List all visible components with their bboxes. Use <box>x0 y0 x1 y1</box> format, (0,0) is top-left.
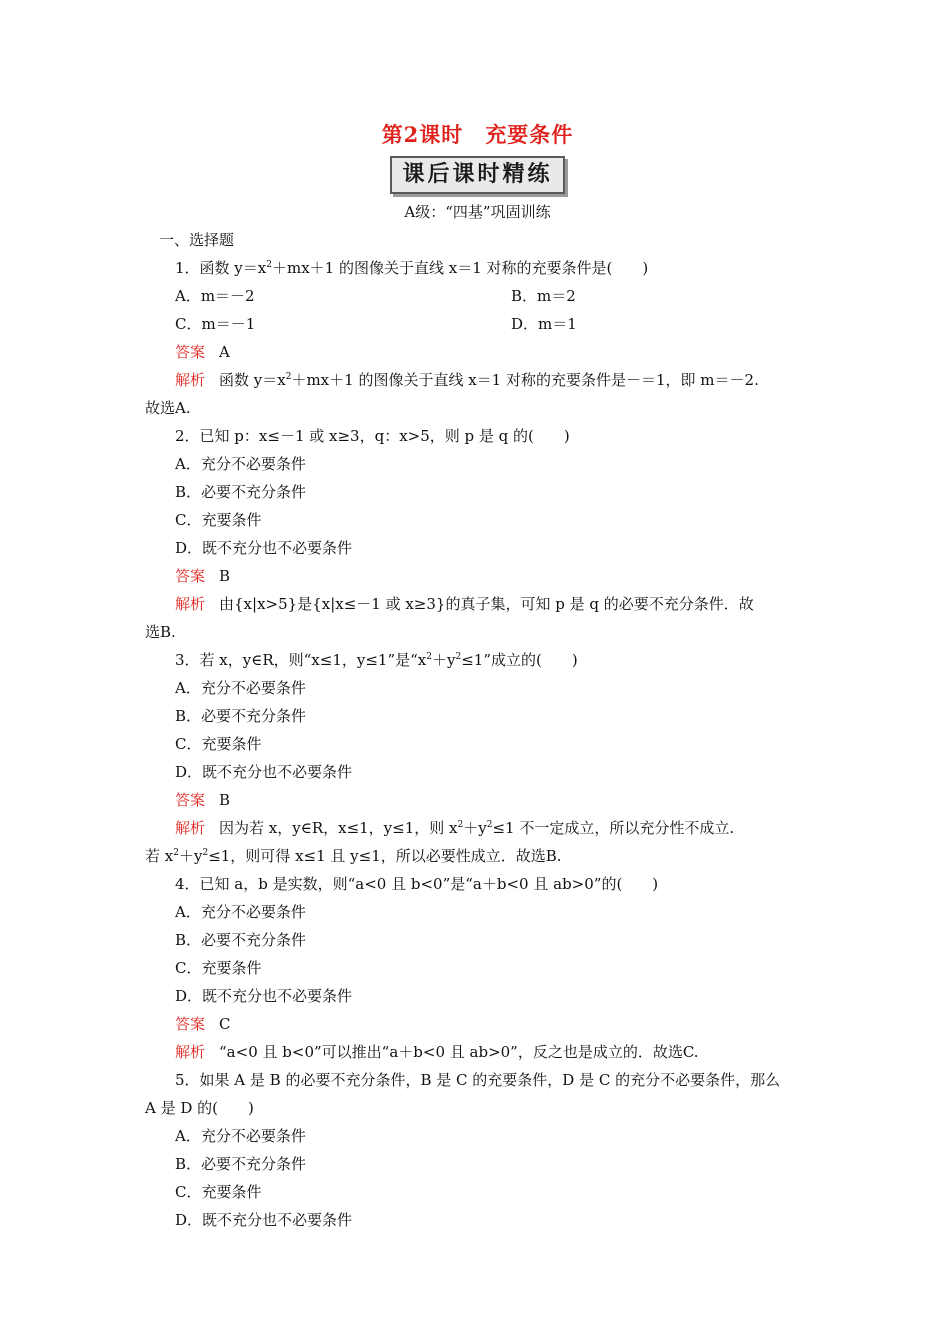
q3-option-a: A．充分不必要条件 <box>175 679 306 697</box>
q4-option-a: A．充分不必要条件 <box>175 903 306 921</box>
q2-stem: 2．已知 p：x≤－1 或 x≥3，q：x>5，则 p 是 q 的( ) <box>175 427 570 445</box>
q2-option-a: A．充分不必要条件 <box>175 455 306 473</box>
q1-option-b: B．m＝2 <box>511 287 576 305</box>
q5-option-a: A．充分不必要条件 <box>175 1127 306 1145</box>
q1-options-row1 <box>145 282 810 310</box>
banner-row <box>145 156 810 196</box>
answer-label: 答案 <box>175 1015 206 1033</box>
q1-option-d: D．m＝1 <box>511 315 577 333</box>
lesson-title <box>145 118 810 152</box>
q3-option-c: C．充要条件 <box>175 735 262 753</box>
answer-label: 答案 <box>175 343 206 361</box>
q5-stem-line1: 5．如果 A 是 B 的必要不充分条件，B 是 C 的充要条件，D 是 C 的充分不必要条件，那么 <box>175 1071 781 1089</box>
q2-answer: 答案 B <box>175 567 231 585</box>
q2-analysis-line1: 解析 由{x|x>5}是{x|x≤－1 或 x≥3}的真子集，可知 p 是 q 的必要不充分条件．故 <box>175 595 754 613</box>
analysis-label: 解析 <box>175 1043 206 1061</box>
q1-analysis-line1: 解析 函数 $y=x^2+mx+1$ 的图像关于直线 x＝1 对称的充要条件是－＝1，即 m＝－2. <box>175 371 759 389</box>
q4-option-c: C．充要条件 <box>175 959 262 977</box>
answer-label: 答案 <box>175 567 206 585</box>
q1-stem: 1．函数 $y=x^2+mx+1$ 的图像关于直线 x＝1 对称的充要条件是( ) <box>175 259 649 277</box>
analysis-label: 解析 <box>175 595 206 613</box>
q3-analysis-line2: 若 $x^2+y^2\le 1$，则可得 x≤1 且 y≤1，所以必要性成立．故选B. <box>145 847 562 865</box>
q4-analysis: 解析 “a<0 且 b<0”可以推出“a＋b<0 且 ab>0”，反之也是成立的．故选C. <box>175 1043 699 1061</box>
q1-answer: 答案 A <box>175 343 230 361</box>
q2-option-b: B．必要不充分条件 <box>175 483 307 501</box>
q3-analysis-line1: 解析 因为若 x，y∈R，x≤1，y≤1，则 $x^2+y^2\le 1$ 不一定成立，所以充分性不成立. <box>175 819 735 837</box>
document-page <box>145 118 810 1234</box>
exercise-banner: 课后课时精练 <box>390 156 564 194</box>
q3-stem: 3．若 x，y∈R，则“x≤1，y≤1”是“$x^2+y^2\le 1$”成立的( ) <box>175 651 578 669</box>
analysis-label: 解析 <box>175 371 206 389</box>
q2-option-c: C．充要条件 <box>175 511 262 529</box>
q4-answer: 答案 C <box>175 1015 231 1033</box>
q5-option-b: B．必要不充分条件 <box>175 1155 307 1173</box>
q5-option-d: D．既不充分也不必要条件 <box>175 1211 353 1229</box>
q3-option-b: B．必要不充分条件 <box>175 707 307 725</box>
analysis-label: 解析 <box>175 819 206 837</box>
q1-analysis-line2: 故选A. <box>145 399 191 417</box>
q4-stem: 4．已知 a，b 是实数，则“a<0 且 b<0”是“a＋b<0 且 ab>0”的( ) <box>175 875 659 893</box>
q5-stem-line2: A 是 D 的( ) <box>145 1099 254 1117</box>
q4-option-b: B．必要不充分条件 <box>175 931 307 949</box>
q3-option-d: D．既不充分也不必要条件 <box>175 763 353 781</box>
q1-option-c: C．m＝－1 <box>175 315 256 333</box>
section-heading: 一、选择题 <box>159 231 235 249</box>
lesson-number: 第2课时 <box>381 122 464 147</box>
q2-analysis-line2: 选B. <box>145 623 176 641</box>
q3-answer: 答案 B <box>175 791 231 809</box>
answer-label: 答案 <box>175 791 206 809</box>
q5-option-c: C．充要条件 <box>175 1183 262 1201</box>
q1-option-a: A．m＝－2 <box>175 287 255 305</box>
q1-options-row2 <box>145 310 810 338</box>
level-heading: A级：“四基”巩固训练 <box>404 203 551 221</box>
q2-option-d: D．既不充分也不必要条件 <box>175 539 353 557</box>
q4-option-d: D．既不充分也不必要条件 <box>175 987 353 1005</box>
lesson-topic: 充要条件 <box>485 122 574 147</box>
